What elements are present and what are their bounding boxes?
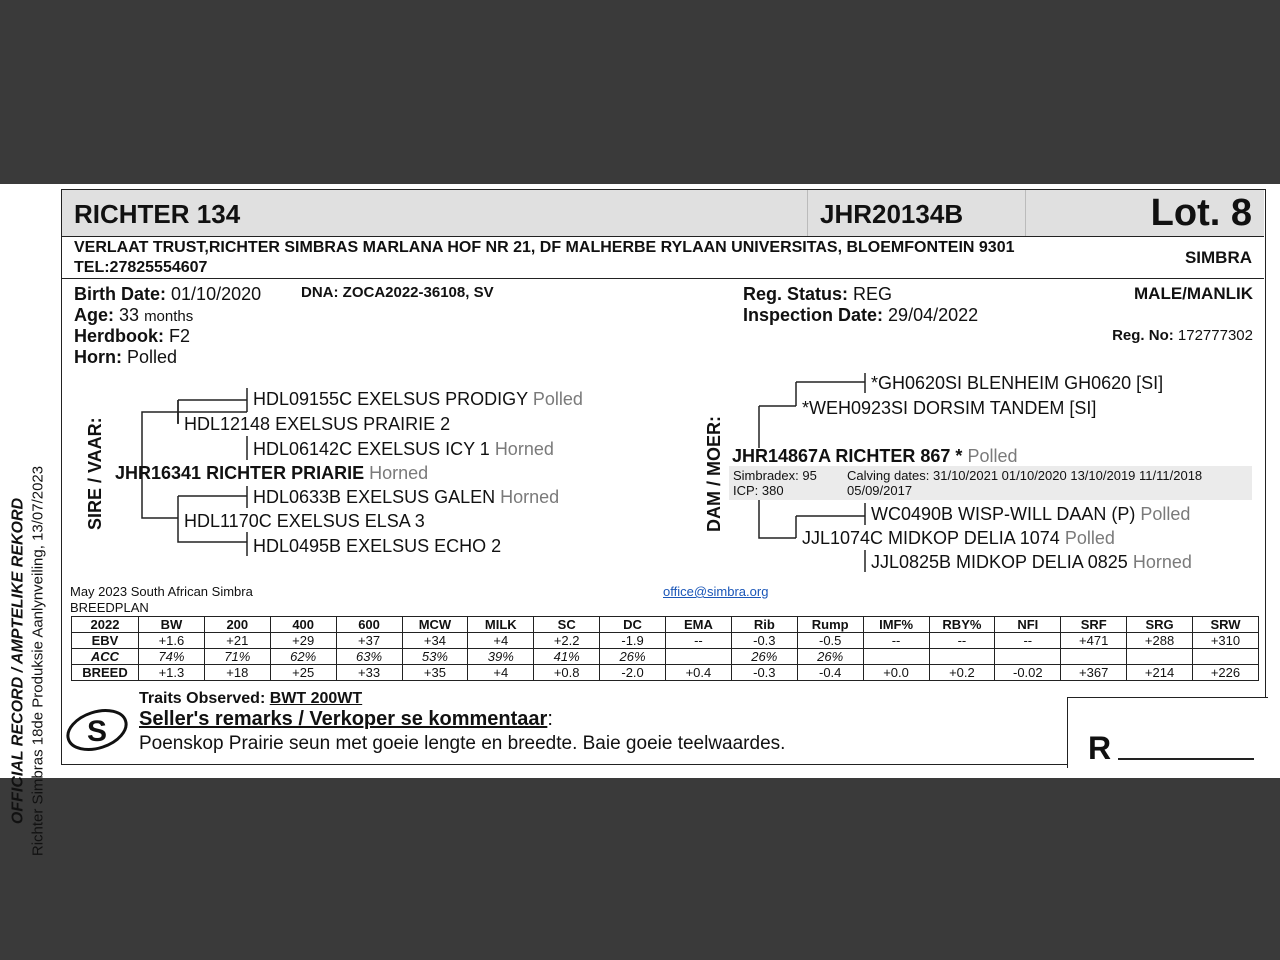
ebv-row-ebv: [72, 633, 1259, 649]
ebv-column-header: SC: [534, 617, 600, 633]
email-link-wrap: [663, 584, 768, 599]
ebv-cell: --: [863, 633, 929, 649]
reg-status-label: Reg. Status:: [743, 284, 849, 304]
ebv-cell: 26%: [731, 649, 797, 665]
ebv-cell: --: [666, 633, 732, 649]
ebv-column-header: 400: [270, 617, 336, 633]
dam-dam: [802, 528, 1115, 549]
ebv-column-header: DC: [600, 617, 666, 633]
dam-dam-dam: [871, 552, 1192, 573]
ebv-column-header: IMF%: [863, 617, 929, 633]
ebv-row-label: EBV: [72, 633, 139, 649]
svg-text:S: S: [86, 715, 108, 748]
horn-value: Polled: [127, 347, 178, 367]
horn-label: Horn:: [74, 347, 122, 367]
inspection-date-label: Inspection Date:: [743, 305, 884, 325]
sire-sire-dam: [253, 439, 554, 460]
remarks-title-text: Seller's remarks / Verkoper se kommentaar: [139, 708, 548, 730]
ebv-cell: +35: [402, 665, 468, 681]
sire-sire-sire: [253, 389, 583, 410]
ebv-cell: [1127, 649, 1193, 665]
top-background-band: [0, 0, 1280, 184]
reg-no-value: 172777302: [1177, 327, 1253, 344]
ebv-body: [72, 633, 1259, 681]
ebv-cell: -1.9: [600, 633, 666, 649]
price-line: [1118, 758, 1254, 760]
ebv-row-label: BREED: [72, 665, 139, 681]
herdbook-label: Herdbook:: [74, 326, 164, 346]
icp: ICP: 380: [733, 483, 784, 498]
sire-dam-sire-horn: Horned: [500, 487, 560, 507]
ebv-cell: +226: [1193, 665, 1259, 681]
animal-id: JHR20134B: [820, 199, 964, 229]
simbradex: Simbradex: 95: [733, 468, 817, 483]
dam-indexes: [733, 468, 817, 498]
ebv-cell: +18: [204, 665, 270, 681]
ebv-row-label: ACC: [72, 649, 139, 665]
dam-label: DAM / MOER:: [704, 416, 724, 532]
ebv-cell: +33: [336, 665, 402, 681]
traits-value: BWT 200WT: [269, 690, 363, 707]
dam-performance-box: [729, 466, 1252, 500]
ebv-column-header: SRW: [1193, 617, 1259, 633]
ebv-cell: -0.4: [797, 665, 863, 681]
ebv-cell: [929, 649, 995, 665]
remarks-text: Poenskop Prairie seun met goeie lengte en breedte. Baie goeie teelwaardes.: [139, 733, 786, 754]
sire-name: JHR16341 RICHTER PRIARIE: [115, 463, 365, 483]
dam-dam-dam-name: JJL0825B MIDKOP DELIA 0825: [871, 552, 1128, 572]
ebv-table: [71, 616, 1259, 681]
remarks-title: [139, 708, 553, 731]
ebv-cell: -2.0: [600, 665, 666, 681]
ebv-column-header: RBY%: [929, 617, 995, 633]
ebv-column-header: MCW: [402, 617, 468, 633]
ebv-cell: 41%: [534, 649, 600, 665]
ebv-cell: [863, 649, 929, 665]
traits-observed: [139, 690, 362, 708]
ebv-column-header: BW: [139, 617, 205, 633]
bottom-background-band: [0, 778, 1280, 960]
ebv-cell: -0.5: [797, 633, 863, 649]
ebv-cell: 26%: [797, 649, 863, 665]
sire-dam-dam: HDL0495B EXELSUS ECHO 2: [253, 536, 502, 556]
dam-horn: Polled: [967, 446, 1018, 466]
dam-sire-sire: *GH0620SI BLENHEIM GH0620 [SI]: [871, 373, 1164, 393]
ebv-cell: +0.2: [929, 665, 995, 681]
herdbook-value: F2: [169, 326, 191, 346]
official-record-title: OFFICIAL RECORD / AMPTELIKE REKORD: [9, 497, 27, 825]
sire-sire-dam-horn: Horned: [494, 439, 554, 459]
sire-sire-sire-horn: Polled: [532, 389, 583, 409]
sire-dam: HDL1170C EXELSUS ELSA 3: [184, 511, 425, 531]
ebv-cell: +37: [336, 633, 402, 649]
birth-date-value: 01/10/2020: [171, 284, 262, 304]
ebv-cell: -0.02: [995, 665, 1061, 681]
owner-address: VERLAAT TRUST,RICHTER SIMBRAS MARLANA HOF NR 21, DF MALHERBE RYLAAN UNIVERSITAS, BLOEMFONTEIN 9301 TEL:27825554607: [74, 239, 1015, 276]
ebv-cell: -0.3: [731, 633, 797, 649]
currency-symbol: R: [1088, 730, 1112, 766]
ebv-cell: +471: [1061, 633, 1127, 649]
inspection-date-value: 29/04/2022: [888, 305, 979, 325]
sire-sire-sire-name: HDL09155C EXELSUS PRODIGY: [253, 389, 528, 409]
official-record-side-note: [0, 184, 56, 857]
sire-sire-dam-name: HDL06142C EXELSUS ICY 1: [253, 439, 490, 459]
ebv-cell: 62%: [270, 649, 336, 665]
birth-date-label: Birth Date:: [74, 284, 167, 304]
ebv-source: May 2023 South African Simbra: [70, 584, 253, 599]
ebv-cell: -0.3: [731, 665, 797, 681]
sire-label: SIRE / VAAR:: [85, 417, 105, 530]
lot-number: Lot. 8: [1150, 192, 1252, 234]
sire-sire: HDL12148 EXELSUS PRAIRIE 2: [184, 414, 451, 434]
ebv-cell: +367: [1061, 665, 1127, 681]
calving-dates: Calving dates: 31/10/2021 01/10/2020 13/10/2019 11/11/2018 05/09/2017: [847, 468, 1203, 498]
dam-dam-dam-horn: Horned: [1132, 552, 1192, 572]
ebv-cell: +4: [468, 633, 534, 649]
ebv-column-header: SRF: [1061, 617, 1127, 633]
lot-card: [61, 189, 1266, 765]
dna-info: DNA: ZOCA2022-36108, SV: [301, 284, 494, 301]
sire-dam-sire-name: HDL0633B EXELSUS GALEN: [253, 487, 496, 507]
dam-dam-horn: Polled: [1064, 528, 1115, 548]
dam-sire: *WEH0923SI DORSIM TANDEM [SI]: [802, 398, 1097, 418]
traits-label: Traits Observed:: [139, 690, 266, 707]
ebv-cell: [1193, 649, 1259, 665]
sex-label: MALE/MANLIK: [1134, 284, 1253, 303]
remarks-colon: :: [547, 708, 553, 730]
ebv-cell: +310: [1193, 633, 1259, 649]
ebv-source-breedplan: BREEDPLAN: [70, 600, 149, 615]
ebv-cell: +34: [402, 633, 468, 649]
ebv-cell: +214: [1127, 665, 1193, 681]
ebv-cell: 53%: [402, 649, 468, 665]
simbra-logo-icon: [64, 704, 130, 754]
dam-dam-sire-horn: Polled: [1140, 504, 1191, 524]
ebv-cell: [1061, 649, 1127, 665]
ebv-cell: 74%: [139, 649, 205, 665]
ebv-cell: +2.2: [534, 633, 600, 649]
dam-dam-sire-name: WC0490B WISP-WILL DAAN (P): [871, 504, 1136, 524]
ebv-cell: --: [929, 633, 995, 649]
sire-horn: Horned: [369, 463, 429, 483]
auction-name: Richter Simbras 18de Produksie Aanlynveiling, 13/07/2023: [29, 465, 47, 857]
dam-dam-sire: [871, 504, 1190, 525]
ebv-cell: +21: [204, 633, 270, 649]
ebv-column-header: Rump: [797, 617, 863, 633]
reg-no-label: Reg. No:: [1112, 327, 1174, 344]
ebv-column-header: NFI: [995, 617, 1061, 633]
ebv-cell: +1.6: [139, 633, 205, 649]
ebv-cell: +29: [270, 633, 336, 649]
ebv-column-header: Rib: [731, 617, 797, 633]
ebv-column-header: SRG: [1127, 617, 1193, 633]
reg-status-value: REG: [853, 284, 893, 304]
ebv-cell: 39%: [468, 649, 534, 665]
ebv-cell: +1.3: [139, 665, 205, 681]
ebv-row-acc: [72, 649, 1259, 665]
ebv-cell: [995, 649, 1061, 665]
age-label: Age:: [74, 305, 114, 325]
ebv-year-header: 2022: [72, 617, 139, 633]
ebv-column-header: MILK: [468, 617, 534, 633]
email-link[interactable]: office@simbra.org: [663, 584, 769, 599]
ebv-row-breed: [72, 665, 1259, 681]
ebv-cell: +4: [468, 665, 534, 681]
ebv-cell: 71%: [204, 649, 270, 665]
ebv-cell: +25: [270, 665, 336, 681]
ebv-column-header: EMA: [666, 617, 732, 633]
ebv-cell: +0.0: [863, 665, 929, 681]
age-unit: months: [144, 308, 194, 325]
ebv-cell: 26%: [600, 649, 666, 665]
ebv-cell: +0.4: [666, 665, 732, 681]
dam-dam-name: JJL1074C MIDKOP DELIA 1074: [802, 528, 1060, 548]
ebv-cell: +0.8: [534, 665, 600, 681]
dam-name: JHR14867A RICHTER 867 *: [732, 446, 963, 466]
ebv-header-row: [72, 617, 1259, 633]
sire: [115, 463, 428, 484]
ebv-column-header: 600: [336, 617, 402, 633]
age-value: 33: [119, 305, 140, 325]
breed-label: SIMBRA: [1184, 248, 1252, 267]
animal-name: RICHTER 134: [74, 199, 241, 229]
ebv-cell: +288: [1127, 633, 1193, 649]
sire-dam-sire: [253, 487, 559, 508]
ebv-cell: [666, 649, 732, 665]
ebv-cell: --: [995, 633, 1061, 649]
ebv-column-header: 200: [204, 617, 270, 633]
dam: [732, 446, 1018, 467]
price-box: [1067, 697, 1268, 768]
ebv-cell: 63%: [336, 649, 402, 665]
